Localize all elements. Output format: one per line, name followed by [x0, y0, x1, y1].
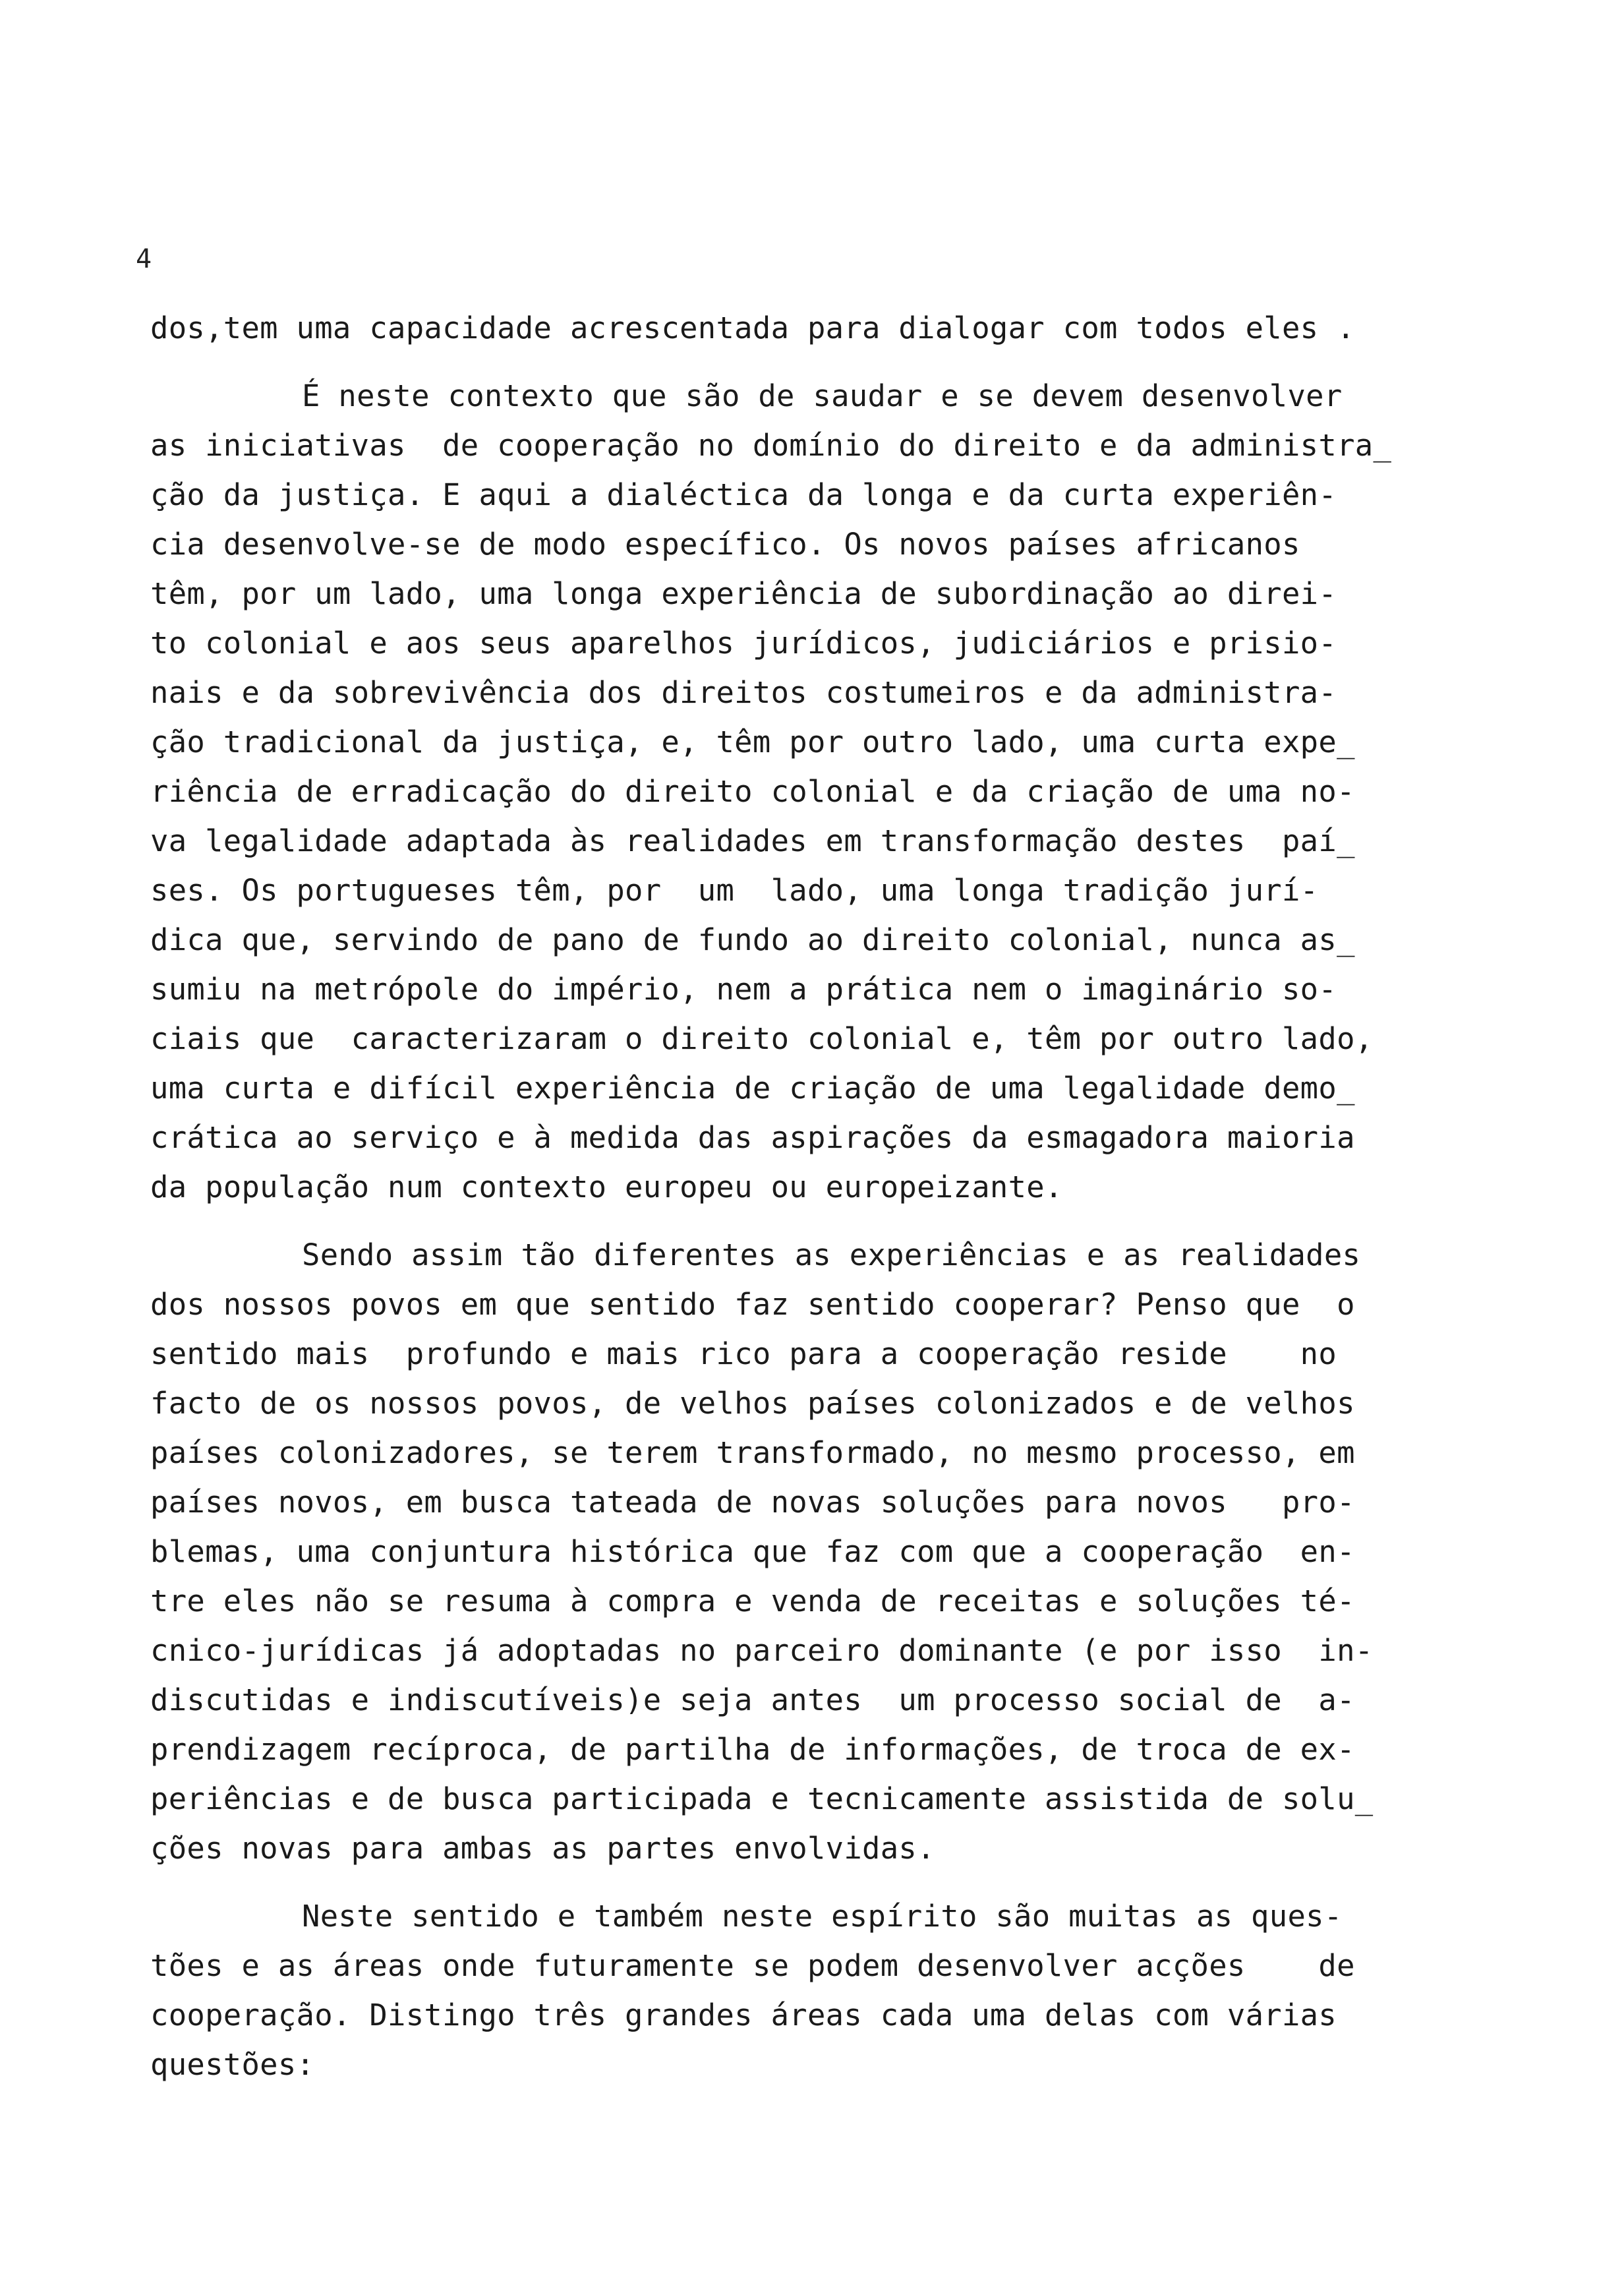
text-line: blemas, uma conjuntura histórica que faz com que a cooperação en- — [150, 1534, 1355, 1569]
text-line: Neste sentido e também neste espírito são muitas as ques- — [302, 1899, 1343, 1934]
text-line: ciais que caracterizaram o direito colonial e, têm por outro lado, — [150, 1021, 1374, 1056]
text-line: dos,tem uma capacidade acrescentada para dialogar com todos eles . — [150, 311, 1355, 345]
text-line: ções novas para ambas as partes envolvidas. — [150, 1831, 935, 1866]
text-line: nais e da sobrevivência dos direitos costumeiros e da administra- — [150, 675, 1337, 710]
text-line: va legalidade adaptada às realidades em transformação destes paí_ — [150, 823, 1355, 858]
text-line: países novos, em busca tateada de novas soluções para novos pro- — [150, 1485, 1355, 1520]
text-line: cooperação. Distingo três grandes áreas cada uma delas com várias — [150, 1998, 1337, 2033]
text-line: têm, por um lado, uma longa experiência de subordinação ao direi- — [150, 576, 1337, 611]
text-line: to colonial e aos seus aparelhos jurídicos, judiciários e prisio- — [150, 626, 1337, 661]
text-line: discutidas e indiscutíveis)e seja antes um processo social de a- — [150, 1682, 1355, 1717]
text-line: cnico-jurídicas já adoptadas no parceiro dominante (e por isso in- — [150, 1633, 1374, 1668]
text-line: dos nossos povos em que sentido faz sentido cooperar? Penso que o — [150, 1287, 1355, 1322]
text-line: crática ao serviço e à medida das aspirações da esmagadora maioria — [150, 1120, 1355, 1155]
paragraph-1 — [150, 303, 1482, 353]
text-line: Sendo assim tão diferentes as experiências e as realidades — [302, 1237, 1361, 1272]
text-line: cia desenvolve-se de modo específico. Os novos países africanos — [150, 527, 1300, 562]
text-line: ção da justiça. E aqui a dialéctica da longa e da curta experiên- — [150, 477, 1337, 512]
page-number: 4 — [136, 244, 152, 274]
paragraph-2 — [150, 371, 1482, 1212]
text-line: ção tradicional da justiça, e, têm por outro lado, uma curta expe_ — [150, 725, 1355, 759]
text-line: tões e as áreas onde futuramente se podem desenvolver acções de — [150, 1948, 1355, 1983]
text-line: as iniciativas de cooperação no domínio do direito e da administra_ — [150, 428, 1392, 463]
text-line: questões: — [150, 2047, 315, 2082]
text-line: sumiu na metrópole do império, nem a prática nem o imaginário so- — [150, 972, 1337, 1007]
text-line: ses. Os portugueses têm, por um lado, uma longa tradição jurí- — [150, 873, 1319, 908]
text-line: sentido mais profundo e mais rico para a cooperação reside no — [150, 1336, 1337, 1371]
text-line: dica que, servindo de pano de fundo ao direito colonial, nunca as_ — [150, 922, 1355, 957]
text-line: periências e de busca participada e tecnicamente assistida de solu_ — [150, 1781, 1374, 1816]
text-line: da população num contexto europeu ou europeizante. — [150, 1170, 1063, 1204]
text-line: tre eles não se resuma à compra e venda de receitas e soluções té- — [150, 1584, 1355, 1619]
body-text — [150, 303, 1482, 2089]
paragraph-3 — [150, 1230, 1482, 1873]
text-line: riência de erradicação do direito colonial e da criação de uma no- — [150, 774, 1355, 809]
paragraph-4 — [150, 1891, 1482, 2089]
text-line: facto de os nossos povos, de velhos países colonizados e de velhos — [150, 1386, 1355, 1421]
text-line: É neste contexto que são de saudar e se devem desenvolver — [302, 378, 1343, 413]
text-line: países colonizadores, se terem transformado, no mesmo processo, em — [150, 1435, 1355, 1470]
text-line: uma curta e difícil experiência de criação de uma legalidade demo_ — [150, 1071, 1355, 1106]
text-line: prendizagem recíproca, de partilha de informações, de troca de ex- — [150, 1732, 1355, 1767]
